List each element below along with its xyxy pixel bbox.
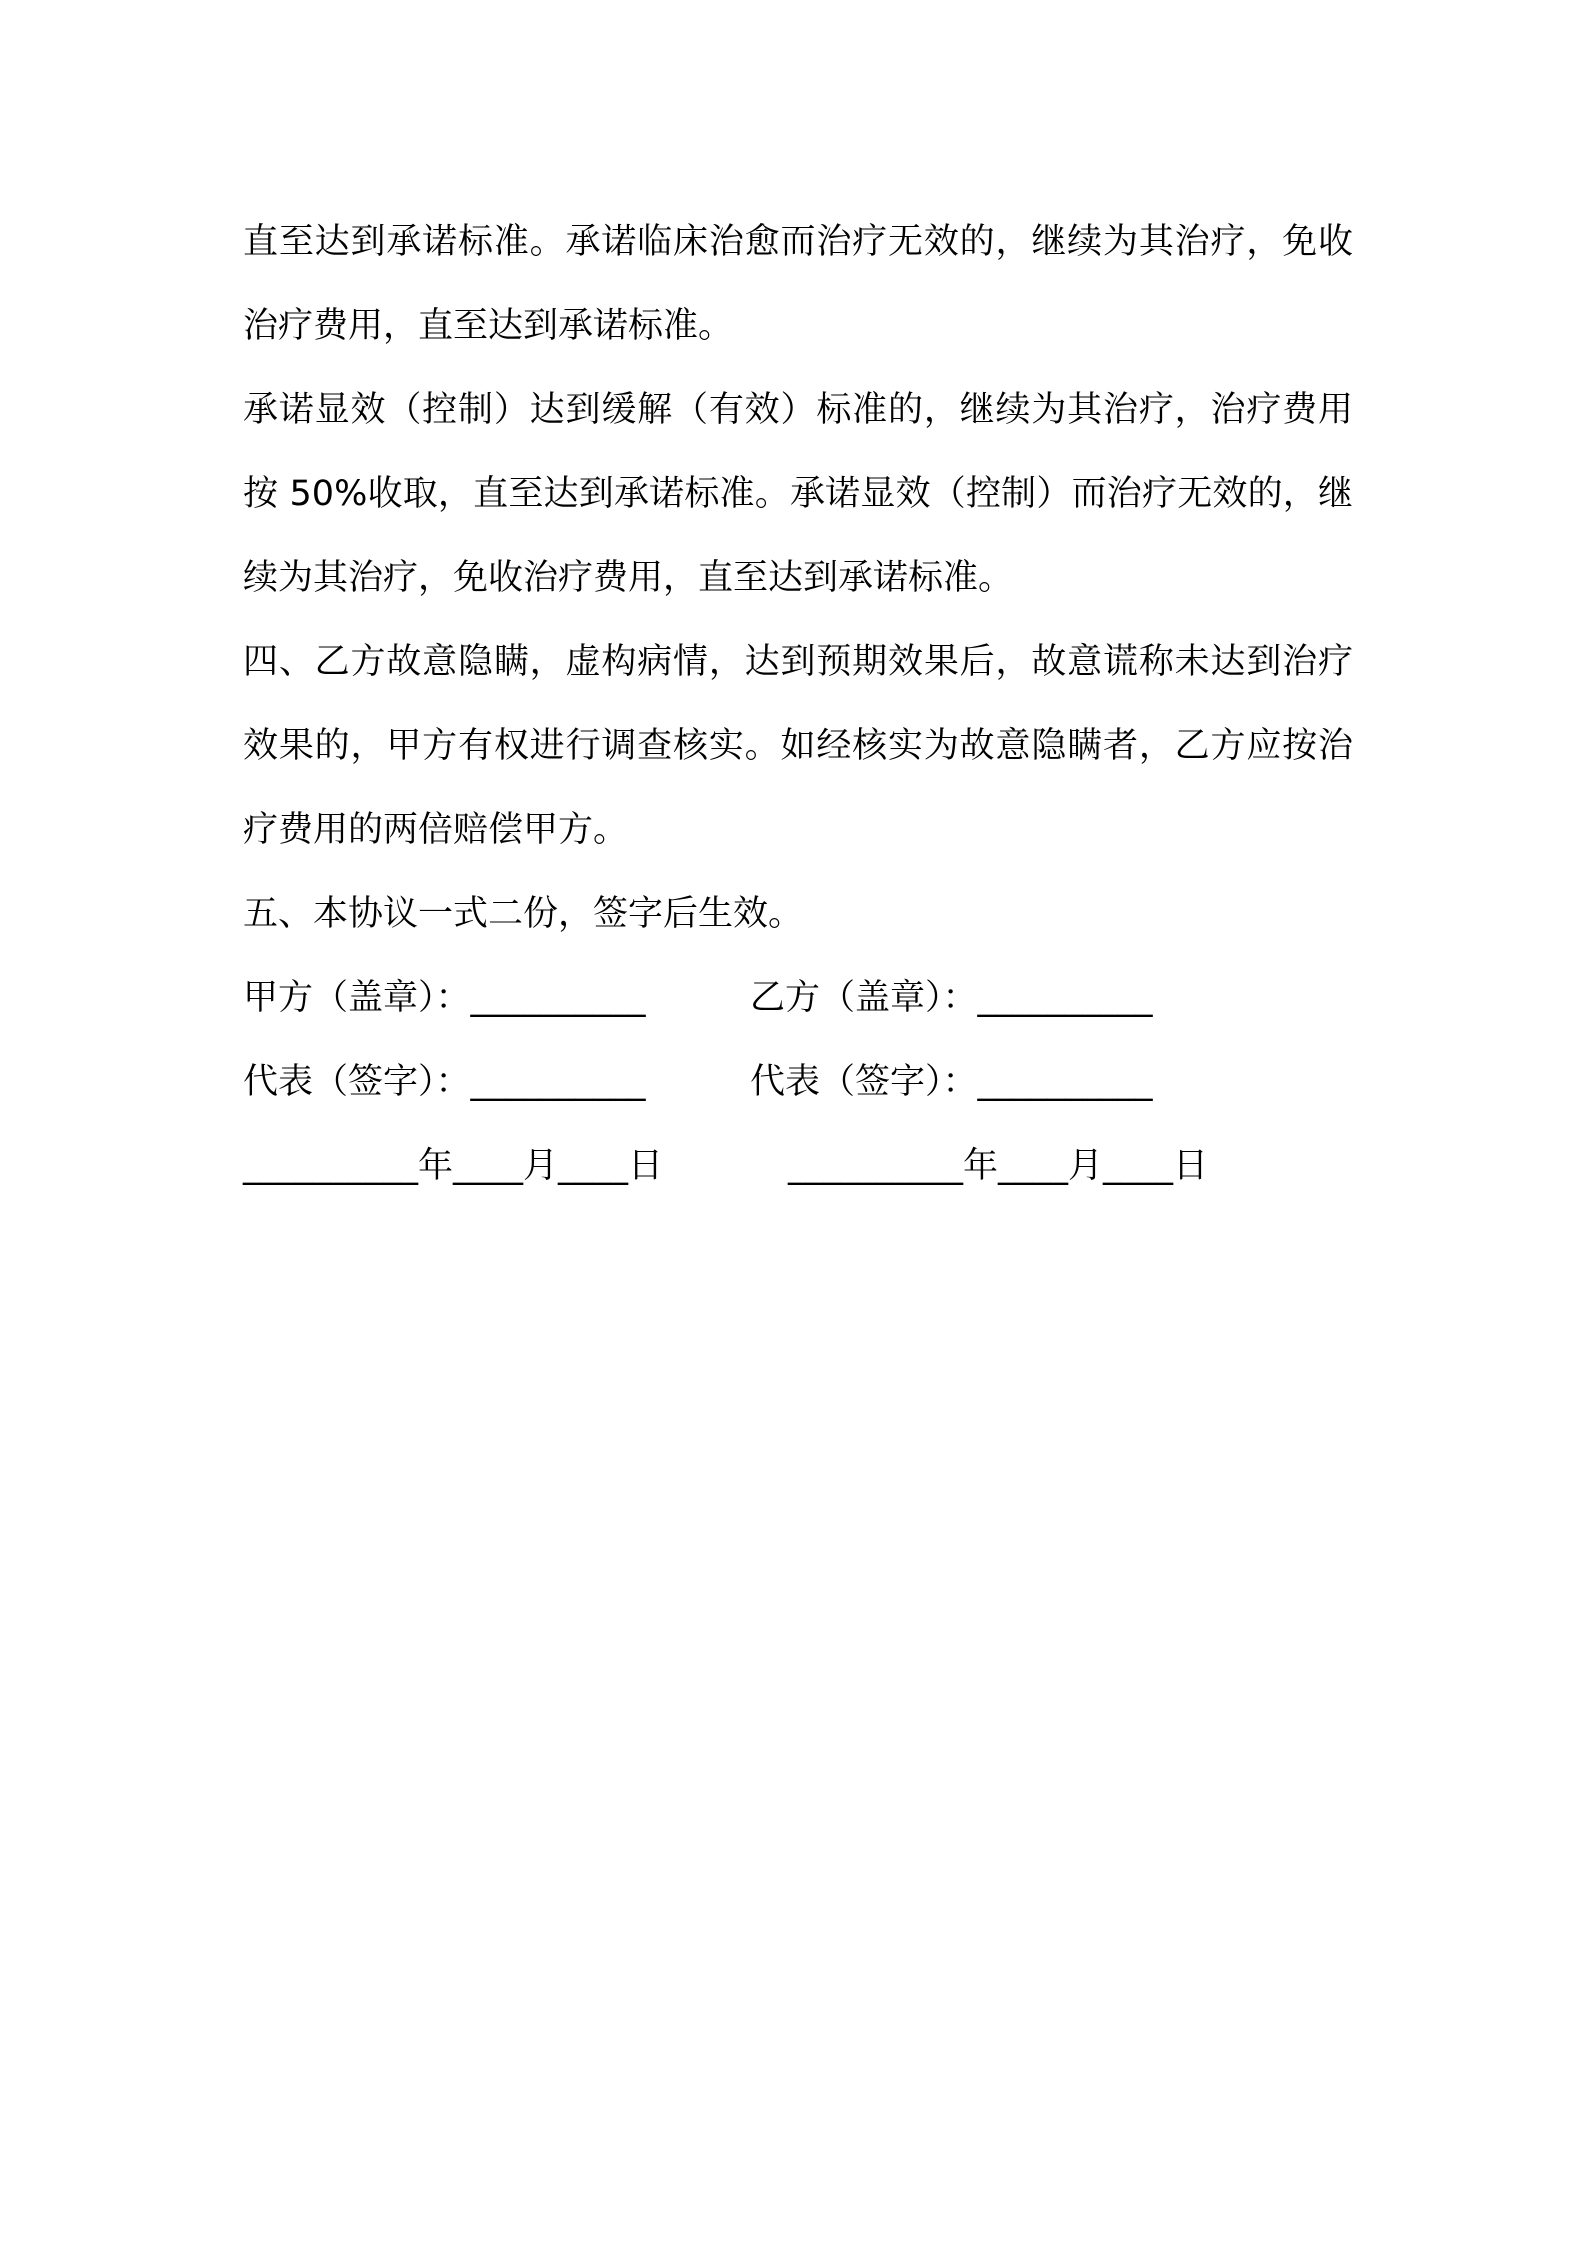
party-b-date-line: __________年____月____日 (788, 1146, 1209, 1186)
party-b-seal-line: 乙方（盖章）：__________ (750, 978, 1153, 1018)
document-body (243, 200, 1353, 1208)
party-a-seal-line: 甲方（盖章）：__________ (243, 978, 646, 1018)
paragraph-effective-terms: 承诺显效（控制）达到缓解（有效）标准的，继续为其治疗，治疗费用按 50%收取，直至达到承诺标准。承诺显效（控制）而治疗无效的，继续为其治疗，免收治疗费用，直至达到承诺标准。 (243, 390, 1353, 598)
party-a-date-line: __________年____月____日 (243, 1146, 664, 1186)
paragraph-clause-four: 四、乙方故意隐瞒，虚构病情，达到预期效果后，故意谎称未达到治疗效果的，甲方有权进行调查核实。如经核实为故意隐瞒者，乙方应按治疗费用的两倍赔偿甲方。 (243, 642, 1353, 850)
paragraph-continuation: 直至达到承诺标准。承诺临床治愈而治疗无效的，继续为其治疗，免收治疗费用，直至达到承诺标准。 (243, 222, 1353, 346)
signature-row-representative (243, 1040, 1353, 1124)
party-a-representative-line: 代表（签字）：__________ (243, 1062, 646, 1102)
party-b-representative-line: 代表（签字）：__________ (750, 1062, 1153, 1102)
paragraph-clause-five: 五、本协议一式二份，签字后生效。 (243, 894, 804, 934)
signature-row-date (243, 1124, 1353, 1208)
signature-row-seal (243, 956, 1353, 1040)
